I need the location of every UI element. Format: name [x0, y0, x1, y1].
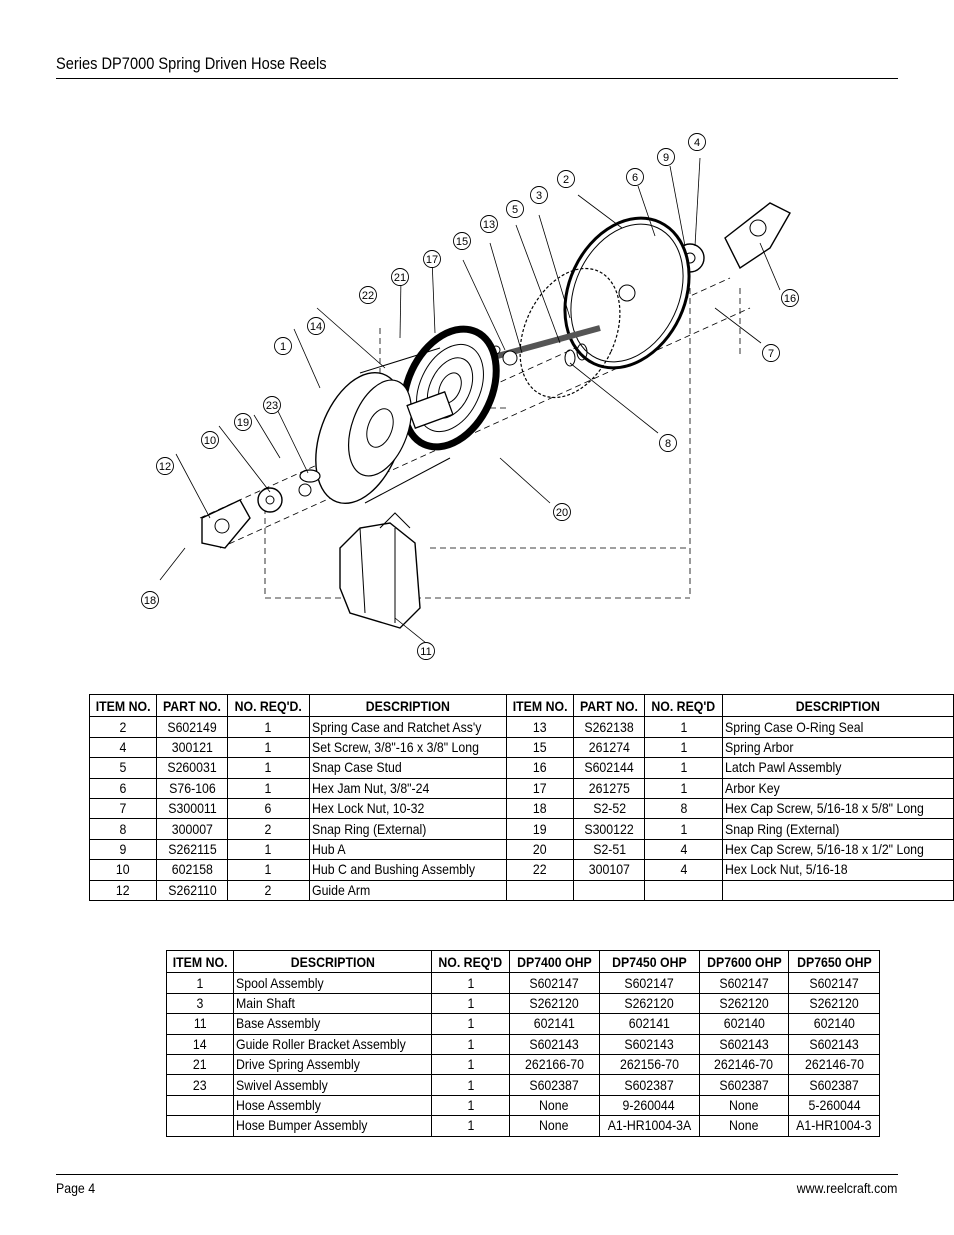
callout-22 [360, 287, 377, 304]
table-cell [574, 880, 645, 900]
col-part-2: PART NO. [574, 695, 645, 717]
col-item: ITEM NO. [90, 695, 157, 717]
table-cell: S262115 [157, 839, 228, 859]
svg-text:3: 3 [535, 190, 543, 202]
table-cell: S262120 [789, 993, 880, 1013]
table-cell: 9-260044 [599, 1095, 699, 1115]
footer-rule [56, 1174, 898, 1175]
table-cell: 1 [432, 1095, 510, 1115]
table-cell: Hex Cap Screw, 5/16-18 x 1/2" Long [722, 839, 953, 859]
col-desc: DESCRIPTION [234, 951, 432, 973]
callout-19 [235, 414, 252, 431]
callout-8 [660, 435, 677, 452]
page-number: Page 4 [56, 1180, 96, 1196]
col-dp7450: DP7450 OHP [599, 951, 699, 973]
svg-text:15: 15 [455, 236, 469, 248]
callout-21 [392, 269, 409, 286]
table-cell: 262146-70 [789, 1054, 880, 1074]
table-cell: 602140 [789, 1014, 880, 1034]
table-cell: 1 [432, 1116, 510, 1136]
table-cell: 1 [432, 973, 510, 993]
table-cell: 18 [507, 798, 574, 818]
table-cell: Spool Assembly [234, 973, 432, 993]
page-title: Series DP7000 Spring Driven Hose Reels [56, 54, 327, 73]
table-cell: 3 [167, 993, 234, 1013]
table-cell: Snap Ring (External) [309, 819, 507, 839]
table-cell: None [509, 1095, 599, 1115]
svg-text:19: 19 [236, 417, 250, 429]
table-cell: 19 [507, 819, 574, 839]
table-cell: Guide Arm [309, 880, 507, 900]
table-cell: Spring Case O-Ring Seal [722, 717, 953, 737]
svg-text:4: 4 [693, 137, 701, 149]
table-cell: 1 [645, 717, 723, 737]
model-table-header [167, 951, 880, 973]
table-cell: 261274 [574, 737, 645, 757]
table-cell [167, 1116, 234, 1136]
callout-10 [202, 432, 219, 449]
table-row [167, 1054, 880, 1074]
table-row [167, 1014, 880, 1034]
svg-text:17: 17 [425, 254, 439, 266]
svg-text:10: 10 [203, 435, 217, 447]
table-row [167, 1034, 880, 1054]
table-row [167, 973, 880, 993]
table-cell: Hub C and Bushing Assembly [309, 860, 507, 880]
table-cell: 22 [507, 860, 574, 880]
table-cell: 1 [645, 819, 723, 839]
table-cell: S602387 [699, 1075, 789, 1095]
table-cell: 2 [90, 717, 157, 737]
table-cell: 300121 [157, 737, 228, 757]
callout-23 [264, 397, 281, 414]
table-cell: None [699, 1116, 789, 1136]
table-cell: S2-52 [574, 798, 645, 818]
table-cell: Spring Arbor [722, 737, 953, 757]
table-cell: 1 [228, 737, 309, 757]
table-cell: 5 [90, 758, 157, 778]
table-cell: 262166-70 [509, 1054, 599, 1074]
table-cell: 17 [507, 778, 574, 798]
table-cell: 5-260044 [789, 1095, 880, 1115]
model-table [166, 950, 880, 1137]
table-cell: S602143 [699, 1034, 789, 1054]
table-cell: S602147 [699, 973, 789, 993]
table-cell: 8 [645, 798, 723, 818]
table-cell: 8 [90, 819, 157, 839]
table-cell: S602149 [157, 717, 228, 737]
table-cell: Spring Case and Ratchet Ass'y [309, 717, 507, 737]
svg-text:23: 23 [265, 400, 279, 412]
footer-url[interactable]: www.reelcraft.com [796, 1180, 897, 1196]
table-cell: S602387 [599, 1075, 699, 1095]
svg-text:2: 2 [562, 174, 570, 186]
svg-text:1: 1 [279, 341, 287, 353]
col-desc-2: DESCRIPTION [722, 695, 953, 717]
table-cell: 15 [507, 737, 574, 757]
svg-text:7: 7 [767, 348, 775, 360]
callout-5 [507, 201, 524, 218]
table-cell: 262156-70 [599, 1054, 699, 1074]
table-cell: S602147 [789, 973, 880, 993]
table-row [90, 880, 954, 900]
table-cell: Drive Spring Assembly [234, 1054, 432, 1074]
col-dp7600: DP7600 OHP [699, 951, 789, 973]
callout-13 [481, 216, 498, 233]
table-cell: Latch Pawl Assembly [722, 758, 953, 778]
table-cell [722, 880, 953, 900]
callout-2 [558, 171, 575, 188]
table-cell: S76-106 [157, 778, 228, 798]
table-cell: S262138 [574, 717, 645, 737]
table-cell: S602147 [599, 973, 699, 993]
svg-text:22: 22 [361, 290, 375, 302]
table-cell: Arbor Key [722, 778, 953, 798]
table-cell: Hex Lock Nut, 10-32 [309, 798, 507, 818]
col-dp7650: DP7650 OHP [789, 951, 880, 973]
table-cell: Hose Assembly [234, 1095, 432, 1115]
table-cell: 1 [432, 1075, 510, 1095]
table-cell: 1 [228, 860, 309, 880]
table-cell: 9 [90, 839, 157, 859]
svg-text:6: 6 [631, 172, 639, 184]
table-row [167, 993, 880, 1013]
table-cell: A1-HR1004-3 [789, 1116, 880, 1136]
table-cell: None [509, 1116, 599, 1136]
table-cell: 12 [90, 880, 157, 900]
col-dp7400: DP7400 OHP [509, 951, 599, 973]
table-cell: 602141 [599, 1014, 699, 1034]
table-cell [645, 880, 723, 900]
callout-14 [308, 318, 325, 335]
table-row [90, 778, 954, 798]
parts-table [89, 694, 954, 901]
table-cell: S602143 [509, 1034, 599, 1054]
table-cell: Snap Case Stud [309, 758, 507, 778]
table-cell: 4 [645, 860, 723, 880]
svg-text:21: 21 [393, 272, 407, 284]
table-cell: 23 [167, 1075, 234, 1095]
table-cell: 4 [645, 839, 723, 859]
table-cell: 13 [507, 717, 574, 737]
col-item-2: ITEM NO. [507, 695, 574, 717]
callout-4 [689, 134, 706, 151]
table-cell: Hose Bumper Assembly [234, 1116, 432, 1136]
table-row [90, 860, 954, 880]
col-item: ITEM NO. [167, 951, 234, 973]
table-cell: 1 [432, 1014, 510, 1034]
table-cell: Hex Cap Screw, 5/16-18 x 5/8" Long [722, 798, 953, 818]
table-cell: 2 [228, 819, 309, 839]
table-cell: 6 [90, 778, 157, 798]
svg-text:9: 9 [662, 152, 670, 164]
table-cell: 1 [432, 993, 510, 1013]
table-cell: S260031 [157, 758, 228, 778]
table-cell: 602140 [699, 1014, 789, 1034]
table-cell: S602387 [509, 1075, 599, 1095]
table-cell: 14 [167, 1034, 234, 1054]
table-cell: Main Shaft [234, 993, 432, 1013]
svg-text:14: 14 [309, 321, 323, 333]
table-cell: S262110 [157, 880, 228, 900]
table-cell: S602387 [789, 1075, 880, 1095]
table-cell: 1 [432, 1054, 510, 1074]
svg-text:18: 18 [143, 595, 157, 607]
table-cell: S262120 [509, 993, 599, 1013]
table-cell: 1 [432, 1034, 510, 1054]
table-row [167, 1095, 880, 1115]
table-row [90, 758, 954, 778]
table-cell: S300122 [574, 819, 645, 839]
table-cell [507, 880, 574, 900]
callout-1 [275, 338, 292, 355]
table-cell: 16 [507, 758, 574, 778]
table-cell: 21 [167, 1054, 234, 1074]
table-cell: 261275 [574, 778, 645, 798]
table-row [90, 737, 954, 757]
table-cell: 1 [228, 717, 309, 737]
col-req-2: NO. REQ'D [645, 695, 723, 717]
table-cell: 1 [228, 778, 309, 798]
table-cell: S262120 [599, 993, 699, 1013]
table-cell: S2-51 [574, 839, 645, 859]
callout-17 [424, 251, 441, 268]
table-cell: 1 [645, 758, 723, 778]
table-cell: S262120 [699, 993, 789, 1013]
table-cell: Hex Lock Nut, 5/16-18 [722, 860, 953, 880]
table-cell: S300011 [157, 798, 228, 818]
table-cell: Hub A [309, 839, 507, 859]
callout-6 [627, 169, 644, 186]
header-rule [56, 78, 898, 79]
svg-text:16: 16 [783, 293, 797, 305]
table-row [90, 717, 954, 737]
callout-11 [418, 643, 435, 660]
table-cell: Guide Roller Bracket Assembly [234, 1034, 432, 1054]
table-cell: 10 [90, 860, 157, 880]
table-cell: Swivel Assembly [234, 1075, 432, 1095]
svg-text:12: 12 [158, 461, 172, 473]
col-req: NO. REQ'D [432, 951, 510, 973]
callout-3 [531, 187, 548, 204]
table-cell: 1 [228, 758, 309, 778]
svg-text:5: 5 [511, 204, 519, 216]
table-cell: S602143 [789, 1034, 880, 1054]
table-cell [167, 1095, 234, 1115]
table-cell: S602143 [599, 1034, 699, 1054]
table-cell: 1 [167, 973, 234, 993]
callout-15 [454, 233, 471, 250]
table-row [167, 1075, 880, 1095]
table-cell: 602158 [157, 860, 228, 880]
exploded-parts-diagram [130, 128, 830, 668]
table-cell: None [699, 1095, 789, 1115]
table-cell: S602147 [509, 973, 599, 993]
table-cell: A1-HR1004-3A [599, 1116, 699, 1136]
col-part: PART NO. [157, 695, 228, 717]
table-cell: Base Assembly [234, 1014, 432, 1034]
table-cell: Snap Ring (External) [722, 819, 953, 839]
table-row [167, 1116, 880, 1136]
callout-16 [782, 290, 799, 307]
table-cell: 6 [228, 798, 309, 818]
callout-9 [658, 149, 675, 166]
table-row [90, 798, 954, 818]
table-cell: 7 [90, 798, 157, 818]
callout-12 [157, 458, 174, 475]
table-cell: 11 [167, 1014, 234, 1034]
svg-text:20: 20 [555, 507, 569, 519]
svg-text:8: 8 [664, 438, 672, 450]
table-cell: 300007 [157, 819, 228, 839]
parts-table-header [90, 695, 954, 717]
table-cell: 1 [645, 737, 723, 757]
col-desc: DESCRIPTION [309, 695, 507, 717]
table-cell: 4 [90, 737, 157, 757]
table-cell: 20 [507, 839, 574, 859]
table-cell: Hex Jam Nut, 3/8"-24 [309, 778, 507, 798]
callout-18 [142, 592, 159, 609]
callout-20 [554, 504, 571, 521]
table-cell: 262146-70 [699, 1054, 789, 1074]
col-req: NO. REQ'D. [228, 695, 309, 717]
callout-7 [763, 345, 780, 362]
table-row [90, 839, 954, 859]
svg-text:13: 13 [482, 219, 496, 231]
table-cell: 1 [228, 839, 309, 859]
table-cell: S602144 [574, 758, 645, 778]
table-cell: 2 [228, 880, 309, 900]
svg-text:11: 11 [420, 646, 432, 658]
table-cell: Set Screw, 3/8"-16 x 3/8" Long [309, 737, 507, 757]
table-cell: 1 [645, 778, 723, 798]
table-row [90, 819, 954, 839]
table-cell: 602141 [509, 1014, 599, 1034]
table-cell: 300107 [574, 860, 645, 880]
